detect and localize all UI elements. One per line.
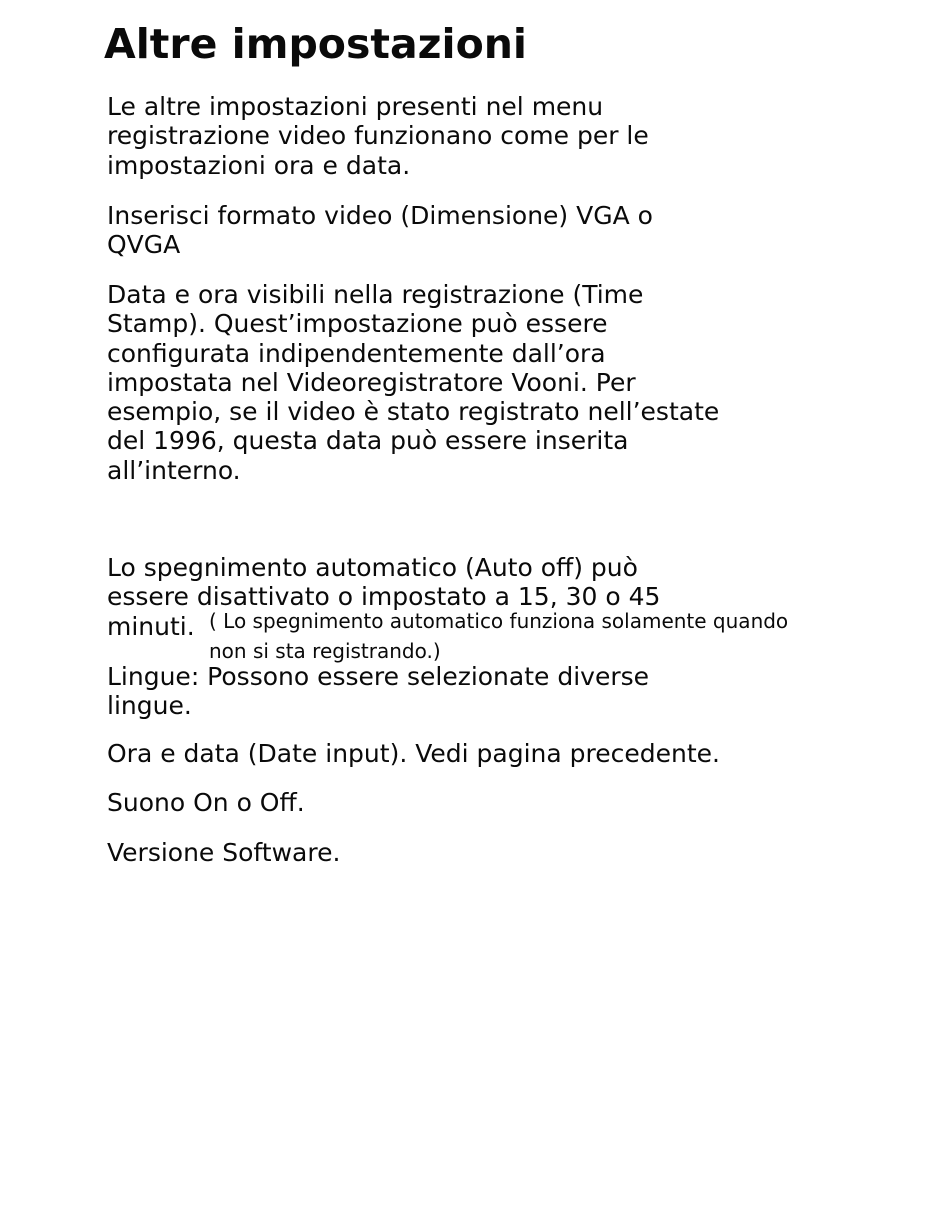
- note-line: non si sta registrando.): [209, 639, 441, 663]
- text-line: del 1996, questa data può essere inserita: [107, 426, 629, 456]
- text-line: lingue.: [107, 691, 192, 721]
- text-line: essere disattivato o impostato a 15, 30 o 45: [107, 582, 661, 612]
- text-line: Data e ora visibili nella registrazione (Time: [107, 280, 644, 309]
- text-line: esempio, se il video è stato registrato nell’estate: [107, 397, 720, 427]
- text-line: registrazione video funzionano come per le: [107, 121, 649, 151]
- text-line: Le altre impostazioni presenti nel menu: [107, 92, 604, 121]
- time-stamp-paragraph: [107, 280, 719, 485]
- text-line: impostazioni ora e data.: [107, 150, 411, 180]
- text-line: QVGA: [107, 230, 181, 260]
- text-line: Ora e data (Date input). Vedi pagina precedente.: [107, 739, 720, 768]
- text-line: minuti.: [107, 611, 195, 641]
- text-line: Lingue: Possono essere selezionate diverse: [107, 662, 650, 691]
- text-line: Inserisci formato video (Dimensione) VGA o: [107, 201, 653, 230]
- text-line: configurata indipendentemente dall’ora: [107, 338, 606, 368]
- video-format-paragraph: [107, 201, 653, 260]
- text-line: Lo spegnimento automatico (Auto off) può: [107, 553, 638, 582]
- text-line: Suono On o Off.: [107, 788, 305, 817]
- languages-paragraph: [107, 662, 649, 721]
- date-input-paragraph: [107, 739, 720, 768]
- auto-off-note: [209, 606, 788, 666]
- software-version-paragraph: [107, 838, 340, 867]
- text-line: impostata nel Videoregistratore Vooni. Per: [107, 367, 636, 397]
- text-line: all’interno.: [107, 455, 241, 485]
- sound-paragraph: [107, 788, 305, 817]
- text-line: Versione Software.: [107, 838, 341, 867]
- note-line: ( Lo spegnimento automatico funziona solamente quando: [209, 609, 789, 633]
- intro-paragraph: [107, 92, 649, 180]
- text-line: Stamp). Quest’impostazione può essere: [107, 309, 608, 339]
- page-title: Altre impostazioni: [104, 20, 527, 68]
